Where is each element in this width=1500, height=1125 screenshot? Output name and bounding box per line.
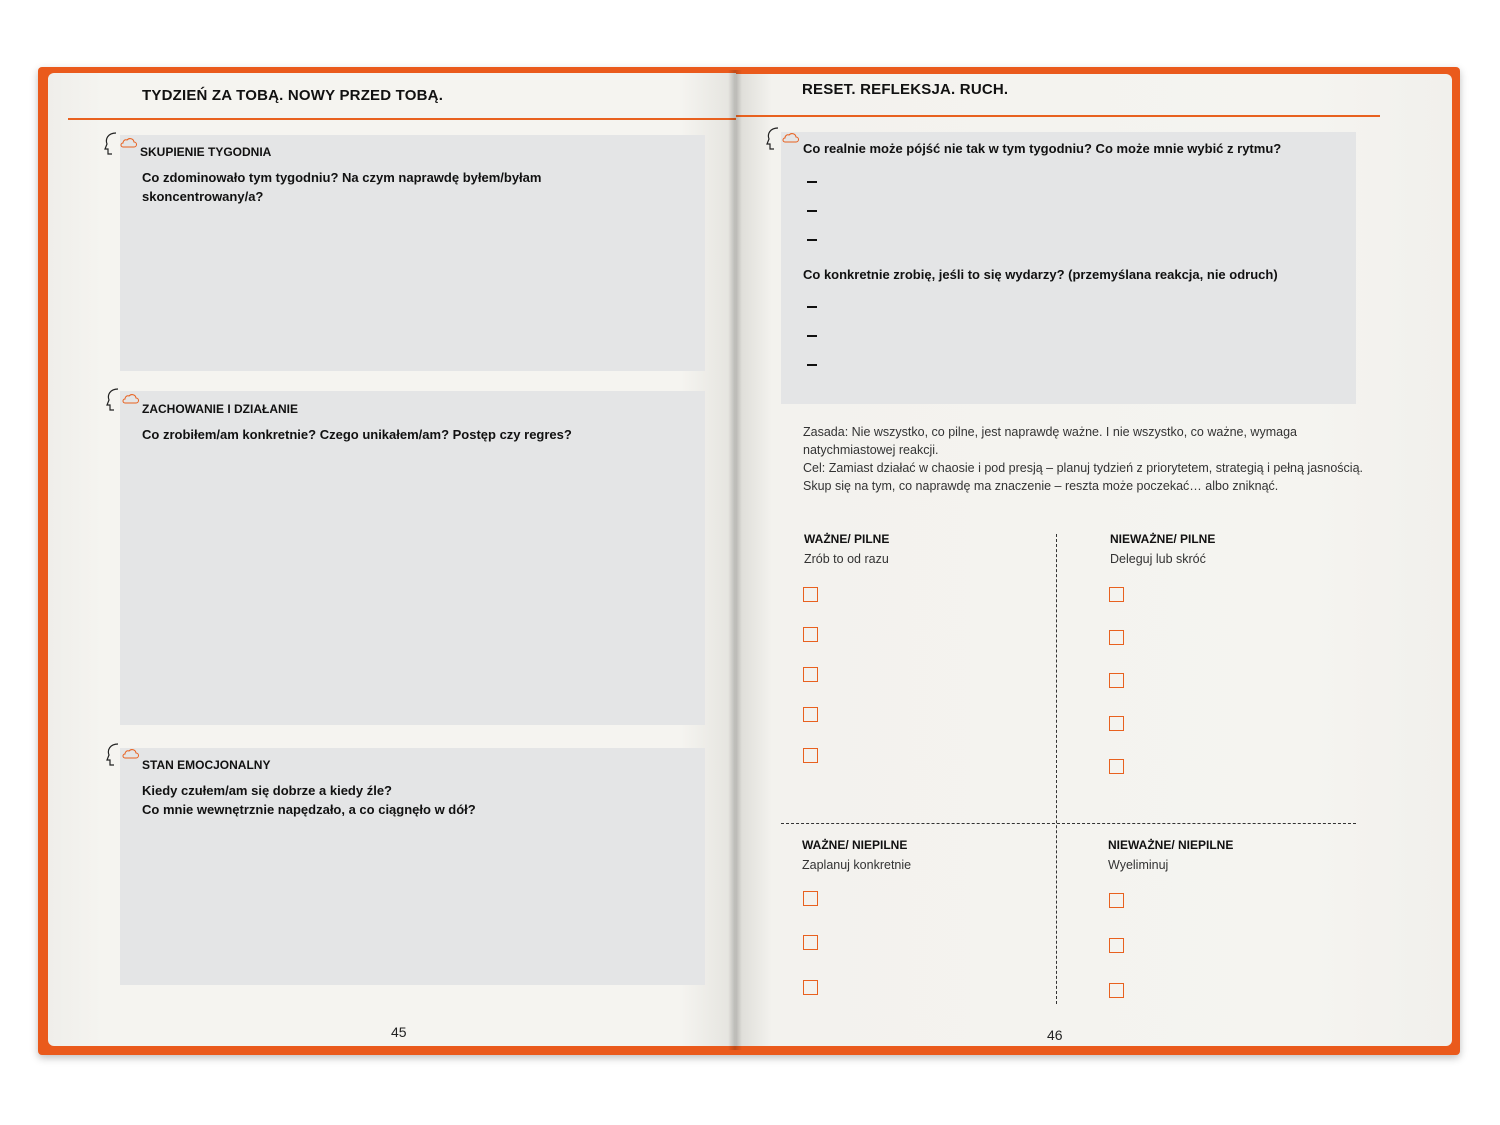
- right-page-header: RESET. REFLEKSJA. RUCH.: [802, 81, 1009, 98]
- right-page: [736, 74, 1452, 1046]
- section-title-behavior: ZACHOWANIE I DZIAŁANIE: [142, 402, 298, 416]
- question-focus: Co zdominowało tym tygodniu? Na czym naprawdę byłem/byłam skoncentrowany/a?: [142, 170, 542, 204]
- checkbox[interactable]: [803, 935, 818, 950]
- dash-bullet: [807, 181, 817, 183]
- question-emotion-line1: Kiedy czułem/am się dobrze a kiedy źle?: [142, 783, 392, 798]
- quadrant-subtitle-unimportant-urgent: Deleguj lub skróć: [1110, 552, 1206, 566]
- book-spine-shadow: [728, 70, 742, 1050]
- checkbox[interactable]: [803, 891, 818, 906]
- section-title-emotion: STAN EMOCJONALNY: [142, 758, 271, 772]
- checkbox[interactable]: [803, 627, 818, 642]
- dash-bullet: [807, 364, 817, 366]
- checkbox[interactable]: [803, 667, 818, 682]
- quadrant-title-unimportant-not-urgent: NIEWAŻNE/ NIEPILNE: [1108, 838, 1234, 852]
- dash-bullet: [807, 306, 817, 308]
- goal-text: Cel: Zamiast działać w chaosie i pod presją – planuj tydzień z priorytetem, strategią i pełną jasnością. Skup się na tym, co naprawdę ma znaczenie – reszta może poczekać… albo zniknąć.: [803, 461, 1363, 493]
- quadrant-subtitle-important-not-urgent: Zaplanuj konkretnie: [802, 858, 912, 872]
- checkbox[interactable]: [1109, 716, 1124, 731]
- left-page-header: TYDZIEŃ ZA TOBĄ. NOWY PRZED TOBĄ.: [142, 87, 444, 104]
- checkbox[interactable]: [1109, 630, 1124, 645]
- checkbox[interactable]: [1109, 759, 1124, 774]
- question-risk: Co realnie może pójść nie tak w tym tygodniu? Co może mnie wybić z rytmu?: [803, 141, 1282, 156]
- quadrant-subtitle-important-urgent: Zrób to od razu: [804, 552, 889, 566]
- question-behavior: Co zrobiłem/am konkretnie? Czego unikałem/am? Postęp czy regres?: [142, 427, 572, 442]
- checkbox[interactable]: [1109, 587, 1124, 602]
- quadrant-title-important-not-urgent: WAŻNE/ NIEPILNE: [802, 838, 908, 852]
- checkbox[interactable]: [803, 587, 818, 602]
- matrix-vertical-divider: [1056, 534, 1057, 1004]
- left-page: [48, 73, 736, 1046]
- dash-bullet: [807, 210, 817, 212]
- checkbox[interactable]: [1109, 673, 1124, 688]
- right-header-rule: [736, 115, 1380, 117]
- checkbox[interactable]: [1109, 938, 1124, 953]
- dash-bullet: [807, 239, 817, 241]
- quadrant-title-important-urgent: WAŻNE/ PILNE: [804, 532, 890, 546]
- head-with-cloud-icon: [764, 124, 800, 154]
- question-reaction: Co konkretnie zrobię, jeśli to się wydarzy? (przemyślana reakcja, nie odruch): [803, 267, 1278, 282]
- dash-bullet: [807, 335, 817, 337]
- quadrant-subtitle-unimportant-not-urgent: Wyeliminuj: [1108, 858, 1169, 872]
- question-emotion-line2: Co mnie wewnętrznie napędzało, a co ciągnęło w dół?: [142, 802, 476, 817]
- left-header-rule: [68, 118, 736, 120]
- head-with-cloud-icon: [104, 740, 140, 770]
- head-with-cloud-icon: [104, 385, 140, 415]
- checkbox[interactable]: [803, 707, 818, 722]
- rule-text: Zasada: Nie wszystko, co pilne, jest naprawdę ważne. I nie wszystko, co ważne, wymaga natychmiastowej reakcji.: [803, 425, 1297, 457]
- checkbox[interactable]: [803, 980, 818, 995]
- checkbox[interactable]: [803, 748, 818, 763]
- page-number-left: 45: [391, 1024, 407, 1040]
- checkbox[interactable]: [1109, 893, 1124, 908]
- checkbox[interactable]: [1109, 983, 1124, 998]
- matrix-horizontal-divider: [781, 823, 1356, 824]
- head-with-cloud-icon: [102, 129, 138, 159]
- quadrant-title-unimportant-urgent: NIEWAŻNE/ PILNE: [1110, 532, 1216, 546]
- page-number-right: 46: [1047, 1027, 1063, 1043]
- section-title-focus: SKUPIENIE TYGODNIA: [140, 145, 272, 159]
